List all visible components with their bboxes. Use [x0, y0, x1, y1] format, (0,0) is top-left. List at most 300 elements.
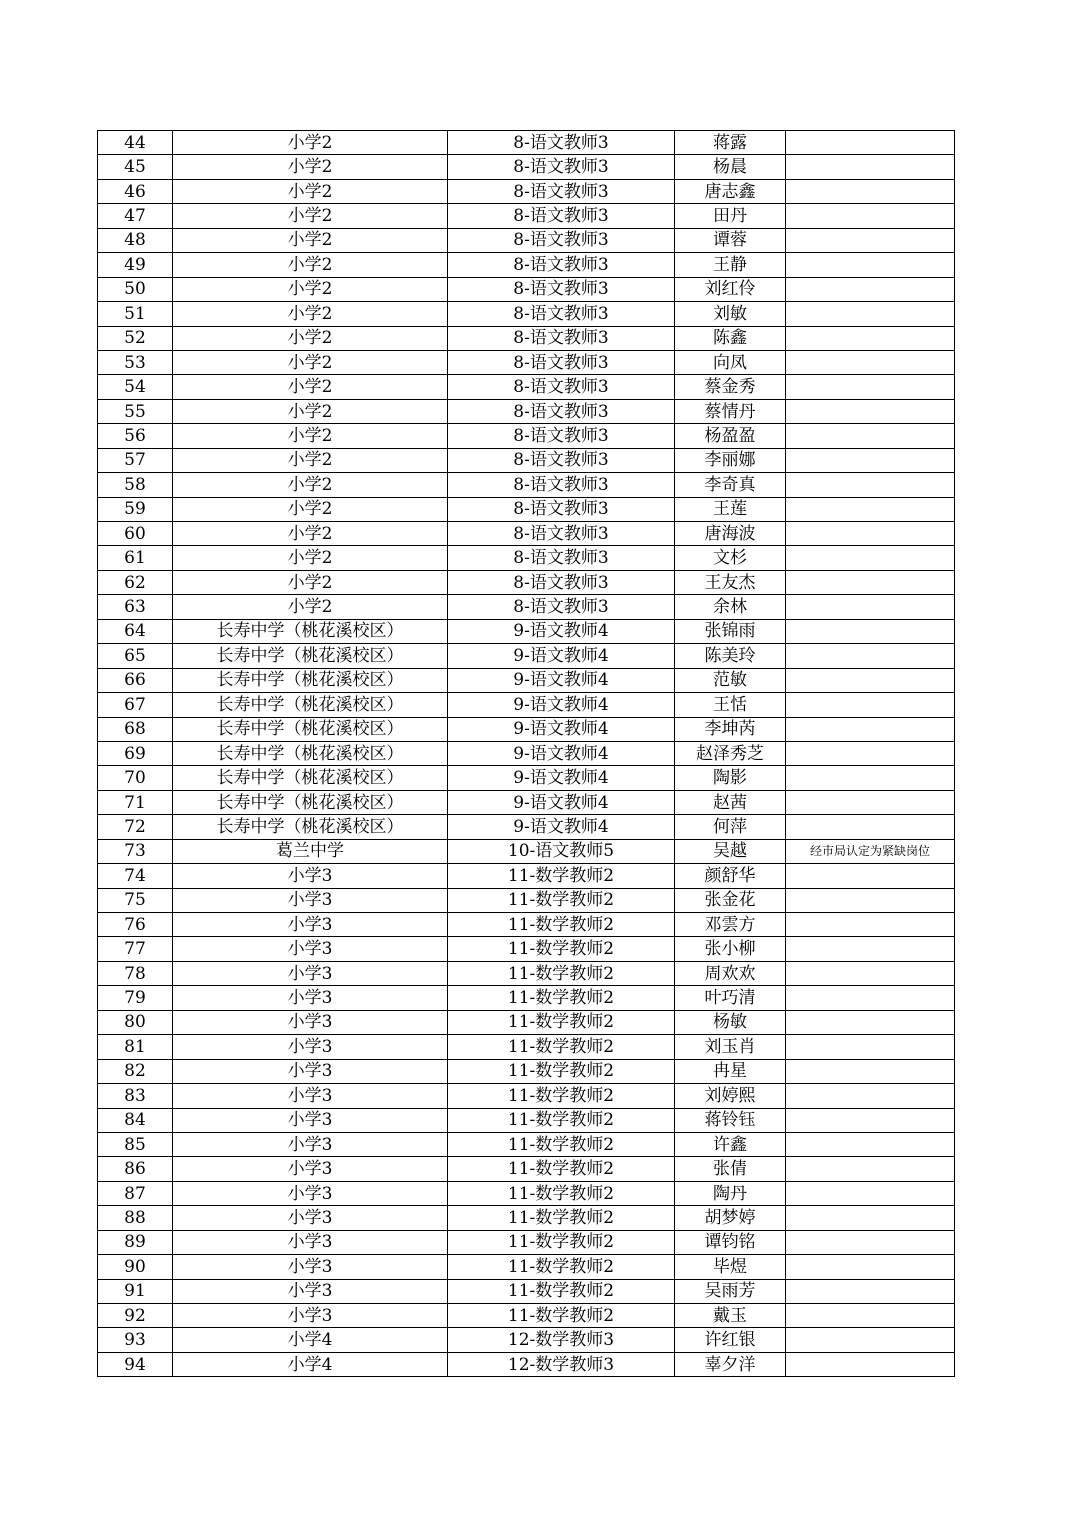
note-cell: [786, 1059, 955, 1083]
position-cell: 8-语文教师3: [448, 302, 675, 326]
row-number-cell: 49: [98, 253, 173, 277]
note-cell: [786, 790, 955, 814]
school-cell: 小学3: [173, 1255, 448, 1279]
note-cell: [786, 448, 955, 472]
table-row: [98, 522, 955, 546]
name-cell: 冉星: [675, 1059, 786, 1083]
table-row: [98, 913, 955, 937]
note-cell: [786, 1035, 955, 1059]
row-number-cell: 89: [98, 1230, 173, 1254]
position-cell: 11-数学教师2: [448, 1206, 675, 1230]
row-number-cell: 80: [98, 1010, 173, 1034]
row-number-cell: 47: [98, 204, 173, 228]
row-number-cell: 81: [98, 1035, 173, 1059]
school-cell: 小学2: [173, 570, 448, 594]
row-number-cell: 84: [98, 1108, 173, 1132]
school-cell: 小学3: [173, 986, 448, 1010]
school-cell: 小学3: [173, 913, 448, 937]
note-cell: [786, 913, 955, 937]
position-cell: 12-数学教师3: [448, 1328, 675, 1352]
table-row: [98, 1206, 955, 1230]
school-cell: 长寿中学（桃花溪校区）: [173, 766, 448, 790]
note-cell: [786, 1181, 955, 1205]
school-cell: 小学3: [173, 1230, 448, 1254]
row-number-cell: 55: [98, 399, 173, 423]
note-cell: [786, 204, 955, 228]
school-cell: 小学3: [173, 937, 448, 961]
table-row: [98, 1255, 955, 1279]
name-cell: 余林: [675, 595, 786, 619]
table-row: [98, 741, 955, 765]
row-number-cell: 70: [98, 766, 173, 790]
note-cell: [786, 741, 955, 765]
position-cell: 8-语文教师3: [448, 448, 675, 472]
name-cell: 张金花: [675, 888, 786, 912]
position-cell: 12-数学教师3: [448, 1352, 675, 1376]
school-cell: 小学3: [173, 1157, 448, 1181]
position-cell: 8-语文教师3: [448, 375, 675, 399]
position-cell: 8-语文教师3: [448, 253, 675, 277]
name-cell: 蔡金秀: [675, 375, 786, 399]
table-row: [98, 1059, 955, 1083]
row-number-cell: 87: [98, 1181, 173, 1205]
name-cell: 胡梦婷: [675, 1206, 786, 1230]
name-cell: 谭蓉: [675, 228, 786, 252]
school-cell: 小学2: [173, 595, 448, 619]
table-row: [98, 375, 955, 399]
row-number-cell: 86: [98, 1157, 173, 1181]
name-cell: 许鑫: [675, 1132, 786, 1156]
school-cell: 小学2: [173, 375, 448, 399]
row-number-cell: 93: [98, 1328, 173, 1352]
table-row: [98, 766, 955, 790]
row-number-cell: 83: [98, 1084, 173, 1108]
row-number-cell: 52: [98, 326, 173, 350]
name-cell: 李丽娜: [675, 448, 786, 472]
note-cell: [786, 155, 955, 179]
name-cell: 张小柳: [675, 937, 786, 961]
school-cell: 小学3: [173, 1010, 448, 1034]
row-number-cell: 50: [98, 277, 173, 301]
note-cell: [786, 1328, 955, 1352]
position-cell: 8-语文教师3: [448, 497, 675, 521]
table-row: [98, 1328, 955, 1352]
row-number-cell: 63: [98, 595, 173, 619]
table-row: [98, 448, 955, 472]
position-cell: 11-数学教师2: [448, 1108, 675, 1132]
name-cell: 文杉: [675, 546, 786, 570]
school-cell: 小学2: [173, 424, 448, 448]
school-cell: 小学3: [173, 1206, 448, 1230]
note-cell: [786, 1010, 955, 1034]
note-cell: [786, 302, 955, 326]
row-number-cell: 78: [98, 961, 173, 985]
position-cell: 9-语文教师4: [448, 717, 675, 741]
name-cell: 赵茜: [675, 790, 786, 814]
row-number-cell: 72: [98, 815, 173, 839]
row-number-cell: 73: [98, 839, 173, 863]
position-cell: 11-数学教师2: [448, 961, 675, 985]
table-row: [98, 1010, 955, 1034]
row-number-cell: 57: [98, 448, 173, 472]
table-row: [98, 204, 955, 228]
school-cell: 小学3: [173, 1279, 448, 1303]
school-cell: 小学2: [173, 326, 448, 350]
school-cell: 小学2: [173, 399, 448, 423]
note-cell: [786, 717, 955, 741]
name-cell: 蒋露: [675, 131, 786, 155]
school-cell: 小学2: [173, 473, 448, 497]
note-cell: [786, 1084, 955, 1108]
position-cell: 11-数学教师2: [448, 1304, 675, 1328]
note-cell: [786, 546, 955, 570]
note-cell: [786, 888, 955, 912]
table-row: [98, 619, 955, 643]
table-row: [98, 937, 955, 961]
note-cell: [786, 424, 955, 448]
name-cell: 许红银: [675, 1328, 786, 1352]
school-cell: 小学3: [173, 888, 448, 912]
school-cell: 小学2: [173, 228, 448, 252]
name-cell: 向凤: [675, 350, 786, 374]
row-number-cell: 61: [98, 546, 173, 570]
table-row: [98, 1230, 955, 1254]
row-number-cell: 58: [98, 473, 173, 497]
position-cell: 8-语文教师3: [448, 326, 675, 350]
row-number-cell: 64: [98, 619, 173, 643]
table-row: [98, 326, 955, 350]
school-cell: 长寿中学（桃花溪校区）: [173, 717, 448, 741]
table-row: [98, 570, 955, 594]
position-cell: 11-数学教师2: [448, 1132, 675, 1156]
position-cell: 11-数学教师2: [448, 1255, 675, 1279]
school-cell: 小学2: [173, 179, 448, 203]
note-cell: [786, 961, 955, 985]
position-cell: 11-数学教师2: [448, 1010, 675, 1034]
name-cell: 吴雨芳: [675, 1279, 786, 1303]
name-cell: 杨盈盈: [675, 424, 786, 448]
note-cell: [786, 350, 955, 374]
table-row: [98, 595, 955, 619]
row-number-cell: 48: [98, 228, 173, 252]
school-cell: 小学2: [173, 448, 448, 472]
table-row: [98, 399, 955, 423]
row-number-cell: 60: [98, 522, 173, 546]
name-cell: 陶影: [675, 766, 786, 790]
name-cell: 颜舒华: [675, 864, 786, 888]
note-cell: [786, 1230, 955, 1254]
name-cell: 王恬: [675, 693, 786, 717]
school-cell: 小学2: [173, 350, 448, 374]
position-cell: 9-语文教师4: [448, 668, 675, 692]
name-cell: 陈美玲: [675, 644, 786, 668]
name-cell: 刘婷熙: [675, 1084, 786, 1108]
note-cell: [786, 937, 955, 961]
note-cell: [786, 1206, 955, 1230]
school-cell: 长寿中学（桃花溪校区）: [173, 790, 448, 814]
name-cell: 蒋铃钰: [675, 1108, 786, 1132]
note-cell: 经市局认定为紧缺岗位: [786, 839, 955, 863]
note-cell: [786, 1255, 955, 1279]
name-cell: 张倩: [675, 1157, 786, 1181]
school-cell: 小学2: [173, 204, 448, 228]
name-cell: 唐志鑫: [675, 179, 786, 203]
position-cell: 11-数学教师2: [448, 888, 675, 912]
table-row: [98, 350, 955, 374]
row-number-cell: 66: [98, 668, 173, 692]
note-cell: [786, 1352, 955, 1376]
note-cell: [786, 1157, 955, 1181]
position-cell: 8-语文教师3: [448, 570, 675, 594]
row-number-cell: 88: [98, 1206, 173, 1230]
position-cell: 8-语文教师3: [448, 424, 675, 448]
table-row: [98, 1304, 955, 1328]
table-row: [98, 693, 955, 717]
row-number-cell: 74: [98, 864, 173, 888]
row-number-cell: 85: [98, 1132, 173, 1156]
row-number-cell: 79: [98, 986, 173, 1010]
position-cell: 9-语文教师4: [448, 741, 675, 765]
table-row: [98, 155, 955, 179]
name-cell: 张锦雨: [675, 619, 786, 643]
note-cell: [786, 644, 955, 668]
name-cell: 田丹: [675, 204, 786, 228]
note-cell: [786, 570, 955, 594]
row-number-cell: 82: [98, 1059, 173, 1083]
name-cell: 陶丹: [675, 1181, 786, 1205]
name-cell: 王友杰: [675, 570, 786, 594]
row-number-cell: 45: [98, 155, 173, 179]
name-cell: 周欢欢: [675, 961, 786, 985]
row-number-cell: 46: [98, 179, 173, 203]
name-cell: 杨敏: [675, 1010, 786, 1034]
row-number-cell: 65: [98, 644, 173, 668]
table-row: [98, 668, 955, 692]
position-cell: 9-语文教师4: [448, 815, 675, 839]
position-cell: 11-数学教师2: [448, 864, 675, 888]
school-cell: 小学2: [173, 131, 448, 155]
note-cell: [786, 228, 955, 252]
name-cell: 邓雲方: [675, 913, 786, 937]
position-cell: 11-数学教师2: [448, 986, 675, 1010]
position-cell: 9-语文教师4: [448, 644, 675, 668]
note-cell: [786, 277, 955, 301]
note-cell: [786, 619, 955, 643]
table-row: [98, 1157, 955, 1181]
school-cell: 小学3: [173, 1108, 448, 1132]
school-cell: 小学4: [173, 1328, 448, 1352]
position-cell: 9-语文教师4: [448, 766, 675, 790]
table-row: [98, 424, 955, 448]
position-cell: 10-语文教师5: [448, 839, 675, 863]
row-number-cell: 51: [98, 302, 173, 326]
position-cell: 8-语文教师3: [448, 546, 675, 570]
school-cell: 长寿中学（桃花溪校区）: [173, 815, 448, 839]
note-cell: [786, 131, 955, 155]
note-cell: [786, 375, 955, 399]
position-cell: 8-语文教师3: [448, 228, 675, 252]
school-cell: 小学4: [173, 1352, 448, 1376]
position-cell: 11-数学教师2: [448, 1059, 675, 1083]
school-cell: 小学3: [173, 864, 448, 888]
position-cell: 8-语文教师3: [448, 522, 675, 546]
table-row: [98, 497, 955, 521]
table-row: [98, 986, 955, 1010]
school-cell: 小学3: [173, 1181, 448, 1205]
position-cell: 11-数学教师2: [448, 1084, 675, 1108]
note-cell: [786, 473, 955, 497]
table-row: [98, 131, 955, 155]
row-number-cell: 54: [98, 375, 173, 399]
table-row: [98, 1279, 955, 1303]
row-number-cell: 92: [98, 1304, 173, 1328]
name-cell: 陈鑫: [675, 326, 786, 350]
name-cell: 李坤芮: [675, 717, 786, 741]
table-row: [98, 839, 955, 863]
school-cell: 小学2: [173, 497, 448, 521]
name-cell: 毕煜: [675, 1255, 786, 1279]
school-cell: 长寿中学（桃花溪校区）: [173, 693, 448, 717]
row-number-cell: 71: [98, 790, 173, 814]
name-cell: 赵泽秀芝: [675, 741, 786, 765]
note-cell: [786, 693, 955, 717]
name-cell: 吴越: [675, 839, 786, 863]
table-row: [98, 790, 955, 814]
table-row: [98, 1352, 955, 1376]
table-row: [98, 1132, 955, 1156]
note-cell: [786, 326, 955, 350]
position-cell: 11-数学教师2: [448, 1157, 675, 1181]
table-row: [98, 961, 955, 985]
table-row: [98, 815, 955, 839]
position-cell: 11-数学教师2: [448, 1279, 675, 1303]
row-number-cell: 94: [98, 1352, 173, 1376]
roster-table-body: [98, 131, 955, 1377]
school-cell: 小学3: [173, 1304, 448, 1328]
position-cell: 11-数学教师2: [448, 1035, 675, 1059]
roster-table: [97, 130, 955, 1377]
table-row: [98, 888, 955, 912]
school-cell: 小学3: [173, 1084, 448, 1108]
school-cell: 长寿中学（桃花溪校区）: [173, 741, 448, 765]
position-cell: 8-语文教师3: [448, 595, 675, 619]
note-cell: [786, 766, 955, 790]
school-cell: 小学3: [173, 1035, 448, 1059]
note-cell: [786, 399, 955, 423]
row-number-cell: 77: [98, 937, 173, 961]
table-row: [98, 277, 955, 301]
row-number-cell: 59: [98, 497, 173, 521]
row-number-cell: 76: [98, 913, 173, 937]
row-number-cell: 90: [98, 1255, 173, 1279]
table-row: [98, 1108, 955, 1132]
note-cell: [786, 253, 955, 277]
position-cell: 9-语文教师4: [448, 693, 675, 717]
table-row: [98, 228, 955, 252]
school-cell: 葛兰中学: [173, 839, 448, 863]
name-cell: 王静: [675, 253, 786, 277]
school-cell: 小学3: [173, 1059, 448, 1083]
position-cell: 8-语文教师3: [448, 399, 675, 423]
table-row: [98, 546, 955, 570]
row-number-cell: 44: [98, 131, 173, 155]
row-number-cell: 56: [98, 424, 173, 448]
school-cell: 小学2: [173, 155, 448, 179]
table-row: [98, 644, 955, 668]
table-row: [98, 864, 955, 888]
note-cell: [786, 1108, 955, 1132]
position-cell: 8-语文教师3: [448, 473, 675, 497]
position-cell: 9-语文教师4: [448, 790, 675, 814]
row-number-cell: 91: [98, 1279, 173, 1303]
position-cell: 8-语文教师3: [448, 277, 675, 301]
note-cell: [786, 179, 955, 203]
note-cell: [786, 522, 955, 546]
position-cell: 11-数学教师2: [448, 1230, 675, 1254]
name-cell: 叶巧清: [675, 986, 786, 1010]
position-cell: 11-数学教师2: [448, 1181, 675, 1205]
note-cell: [786, 1304, 955, 1328]
note-cell: [786, 668, 955, 692]
position-cell: 8-语文教师3: [448, 179, 675, 203]
note-cell: [786, 864, 955, 888]
position-cell: 9-语文教师4: [448, 619, 675, 643]
note-cell: [786, 497, 955, 521]
school-cell: 小学3: [173, 1132, 448, 1156]
name-cell: 蔡情丹: [675, 399, 786, 423]
row-number-cell: 67: [98, 693, 173, 717]
table-row: [98, 302, 955, 326]
table-row: [98, 473, 955, 497]
row-number-cell: 69: [98, 741, 173, 765]
position-cell: 11-数学教师2: [448, 913, 675, 937]
table-row: [98, 1084, 955, 1108]
table-row: [98, 1035, 955, 1059]
row-number-cell: 53: [98, 350, 173, 374]
note-cell: [786, 1132, 955, 1156]
name-cell: 李奇真: [675, 473, 786, 497]
name-cell: 范敏: [675, 668, 786, 692]
name-cell: 辜夕洋: [675, 1352, 786, 1376]
school-cell: 小学2: [173, 522, 448, 546]
school-cell: 小学2: [173, 546, 448, 570]
school-cell: 长寿中学（桃花溪校区）: [173, 644, 448, 668]
school-cell: 小学2: [173, 277, 448, 301]
name-cell: 刘敏: [675, 302, 786, 326]
name-cell: 王莲: [675, 497, 786, 521]
name-cell: 唐海波: [675, 522, 786, 546]
name-cell: 谭钧铭: [675, 1230, 786, 1254]
name-cell: 杨晨: [675, 155, 786, 179]
school-cell: 小学3: [173, 961, 448, 985]
position-cell: 8-语文教师3: [448, 155, 675, 179]
row-number-cell: 68: [98, 717, 173, 741]
position-cell: 8-语文教师3: [448, 131, 675, 155]
name-cell: 刘红伶: [675, 277, 786, 301]
position-cell: 8-语文教师3: [448, 204, 675, 228]
school-cell: 小学2: [173, 302, 448, 326]
name-cell: 戴玉: [675, 1304, 786, 1328]
school-cell: 小学2: [173, 253, 448, 277]
row-number-cell: 62: [98, 570, 173, 594]
school-cell: 长寿中学（桃花溪校区）: [173, 619, 448, 643]
note-cell: [786, 986, 955, 1010]
note-cell: [786, 595, 955, 619]
name-cell: 刘玉肖: [675, 1035, 786, 1059]
note-cell: [786, 815, 955, 839]
table-row: [98, 1181, 955, 1205]
position-cell: 8-语文教师3: [448, 350, 675, 374]
